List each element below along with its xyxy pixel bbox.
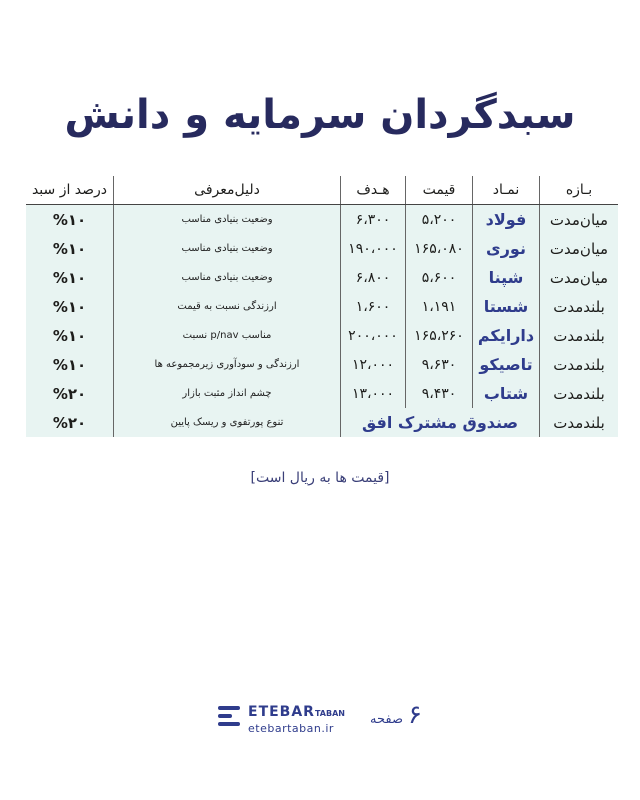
cell-target: ۱،۶۰۰: [341, 292, 406, 321]
portfolio-table: [26, 176, 618, 437]
cell-reason: ارزندگی نسبت به قیمت: [114, 292, 341, 321]
cell-target: ۱۹۰،۰۰۰: [341, 234, 406, 263]
cell-symbol: شستا: [473, 292, 540, 321]
cell-symbol: دارایکم: [473, 321, 540, 350]
page-title: سبدگردان سرمایه و دانش: [64, 92, 576, 138]
cell-range: میان‌مدت: [540, 263, 619, 292]
cell-percent: %۱۰: [26, 292, 114, 321]
cell-price: ۵،۶۰۰: [406, 263, 473, 292]
cell-price: ۱،۱۹۱: [406, 292, 473, 321]
cell-range: بلندمدت: [540, 408, 619, 437]
cell-range: بلندمدت: [540, 379, 619, 408]
cell-percent: %۱۰: [26, 205, 114, 235]
table-row: [26, 350, 618, 379]
cell-target: ۶،۸۰۰: [341, 263, 406, 292]
cell-percent: %۲۰: [26, 379, 114, 408]
table-header-row: [26, 176, 618, 205]
cell-reason: وضعیت بنیادی مناسب: [114, 234, 341, 263]
table-row: [26, 379, 618, 408]
header-percent: درصد از سبد: [26, 176, 114, 205]
header-reason: دلیل‌معرفی: [114, 176, 341, 205]
cell-price: ۱۶۵،۲۶۰: [406, 321, 473, 350]
cell-price: ۱۶۵،۰۸۰: [406, 234, 473, 263]
cell-target: ۱۲،۰۰۰: [341, 350, 406, 379]
table-row: [26, 205, 618, 235]
cell-fund-name: صندوق مشترک افق: [341, 408, 540, 437]
cell-range: میان‌مدت: [540, 205, 619, 235]
cell-price: ۹،۶۳۰: [406, 350, 473, 379]
cell-price: ۵،۲۰۰: [406, 205, 473, 235]
table-row: [26, 234, 618, 263]
cell-percent: %۱۰: [26, 234, 114, 263]
cell-symbol: فولاد: [473, 205, 540, 235]
header-target: هـدف: [341, 176, 406, 205]
cell-reason: تنوع پورتفوی و ریسک پایین: [114, 408, 341, 437]
cell-symbol: شتاب: [473, 379, 540, 408]
cell-reason: مناسب p/nav نسبت: [114, 321, 341, 350]
table-row-fund: [26, 408, 618, 437]
table-row: [26, 321, 618, 350]
cell-percent: %۱۰: [26, 263, 114, 292]
cell-percent: %۲۰: [26, 408, 114, 437]
cell-target: ۲۰۰،۰۰۰: [341, 321, 406, 350]
cell-percent: %۱۰: [26, 321, 114, 350]
cell-target: ۶،۳۰۰: [341, 205, 406, 235]
cell-range: بلندمدت: [540, 321, 619, 350]
table-row: [26, 263, 618, 292]
brand-sub: TABAN: [314, 709, 345, 718]
etebar-logo-icon: [218, 706, 242, 728]
header-range: بـازه: [540, 176, 619, 205]
cell-symbol: تاصیکو: [473, 350, 540, 379]
table-row: [26, 292, 618, 321]
cell-reason: چشم انداز مثبت بازار: [114, 379, 341, 408]
cell-reason: ارزندگی و سودآوری زیرمجموعه ها: [114, 350, 341, 379]
header-symbol: نمـاد: [473, 176, 540, 205]
cell-range: میان‌مدت: [540, 234, 619, 263]
cell-target: ۱۳،۰۰۰: [341, 379, 406, 408]
header-price: قیمت: [406, 176, 473, 205]
cell-percent: %۱۰: [26, 350, 114, 379]
website-link[interactable]: etebartaban.ir: [248, 722, 334, 735]
brand-main: ETEBAR: [248, 704, 315, 720]
brand-name: [248, 704, 345, 720]
cell-symbol: نوری: [473, 234, 540, 263]
page-number: ۶: [408, 700, 422, 730]
footer: [218, 700, 428, 740]
cell-reason: وضعیت بنیادی مناسب: [114, 205, 341, 235]
cell-range: بلندمدت: [540, 292, 619, 321]
page-label: صفحه: [370, 712, 403, 727]
cell-reason: وضعیت بنیادی مناسب: [114, 263, 341, 292]
cell-price: ۹،۴۳۰: [406, 379, 473, 408]
cell-symbol: شپنا: [473, 263, 540, 292]
currency-note: [قیمت ها به ریال است]: [250, 470, 390, 486]
cell-range: بلندمدت: [540, 350, 619, 379]
